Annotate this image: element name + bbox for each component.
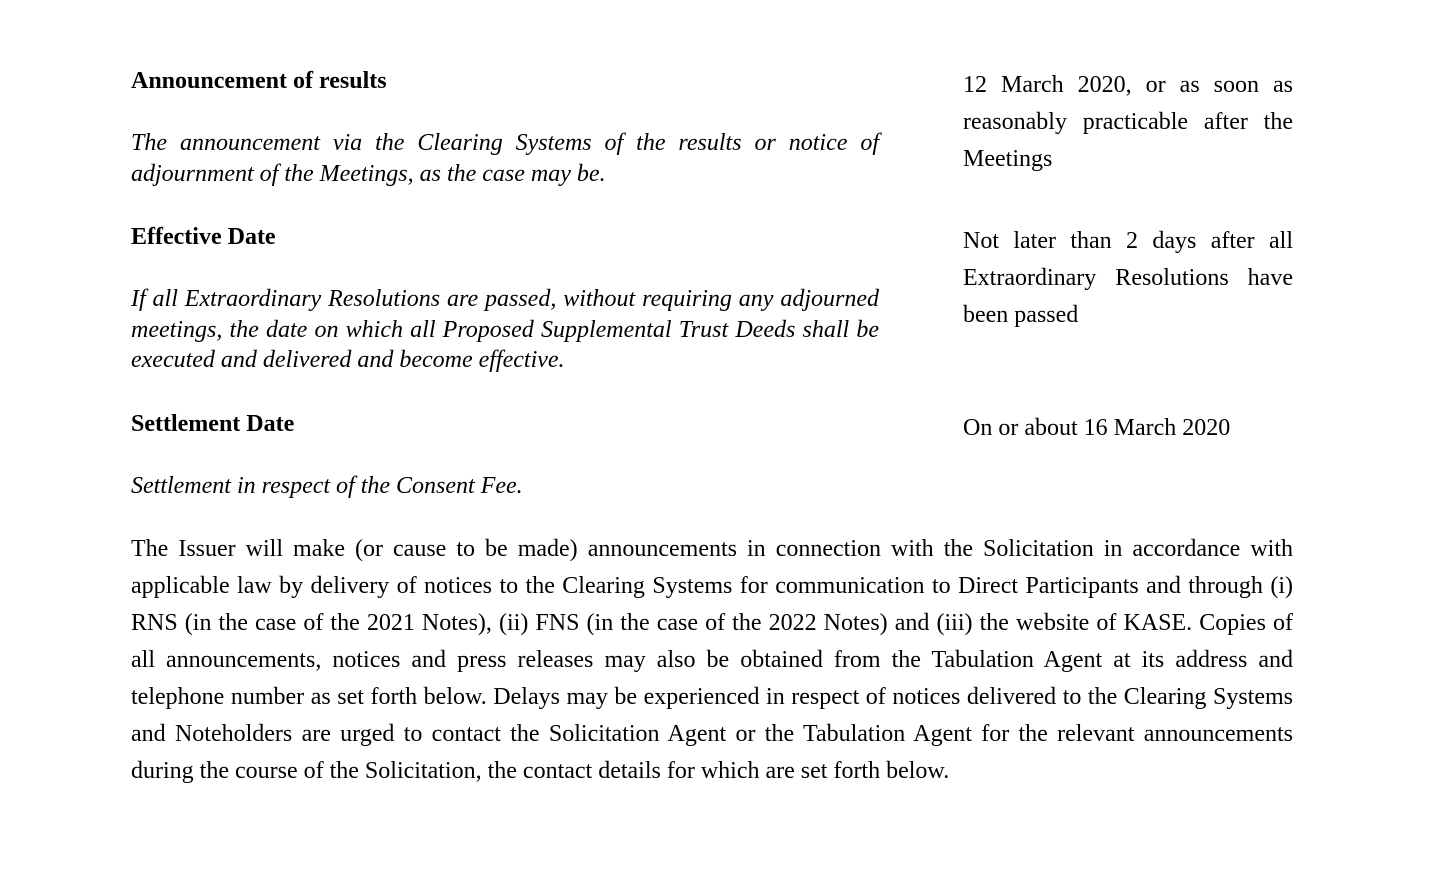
timetable-row-effective-date: [131, 222, 1293, 392]
event-date: On or about 16 March 2020: [963, 415, 1231, 441]
event-description: Settlement in respect of the Consent Fee.: [131, 473, 523, 499]
announcements-paragraph: The Issuer will make (or cause to be made) announcements in connection with the Solicitation in accordance with applicable law by delivery of notices to the Clearing Systems for communication to Direct Participants and through (i) RNS (in the case of the 2021 Notes), (ii) FNS (in the case of the 2022 Notes) and (iii) the website of KASE. Copies of all announcements, notices and press releases may also be obtained from the Tabulation Agent at its address and telephone number as set forth below. Delays may be experienced in respect of notices delivered to the Clearing Systems and Noteholders are urged to contact the Solicitation Agent or the Tabulation Agent for the relevant announcements during the course of the Solicitation, the contact details for which are set forth below.: [131, 536, 1293, 784]
event-heading: Effective Date: [131, 224, 276, 250]
event-date: Not later than 2 days after all Extraordinary Resolutions have been passed: [963, 228, 1293, 328]
event-column: [131, 222, 879, 376]
event-date: 12 March 2020, or as soon as reasonably practicable after the Meetings: [963, 72, 1293, 172]
event-column: [131, 409, 879, 502]
event-description: If all Extraordinary Resolutions are passed, without requiring any adjourned meetings, the date on which all Proposed Supplemental Trust Deeds shall be executed and delivered and become effective.: [131, 286, 879, 373]
event-heading: Announcement of results: [131, 68, 387, 94]
timetable-row-settlement-date: [131, 409, 1293, 509]
event-column: [131, 66, 879, 189]
timetable-row-announcement: [131, 66, 1293, 206]
event-description: The announcement via the Clearing Systems of the results or notice of adjournment of the Meetings, as the case may be.: [131, 130, 879, 187]
event-heading: Settlement Date: [131, 411, 295, 437]
